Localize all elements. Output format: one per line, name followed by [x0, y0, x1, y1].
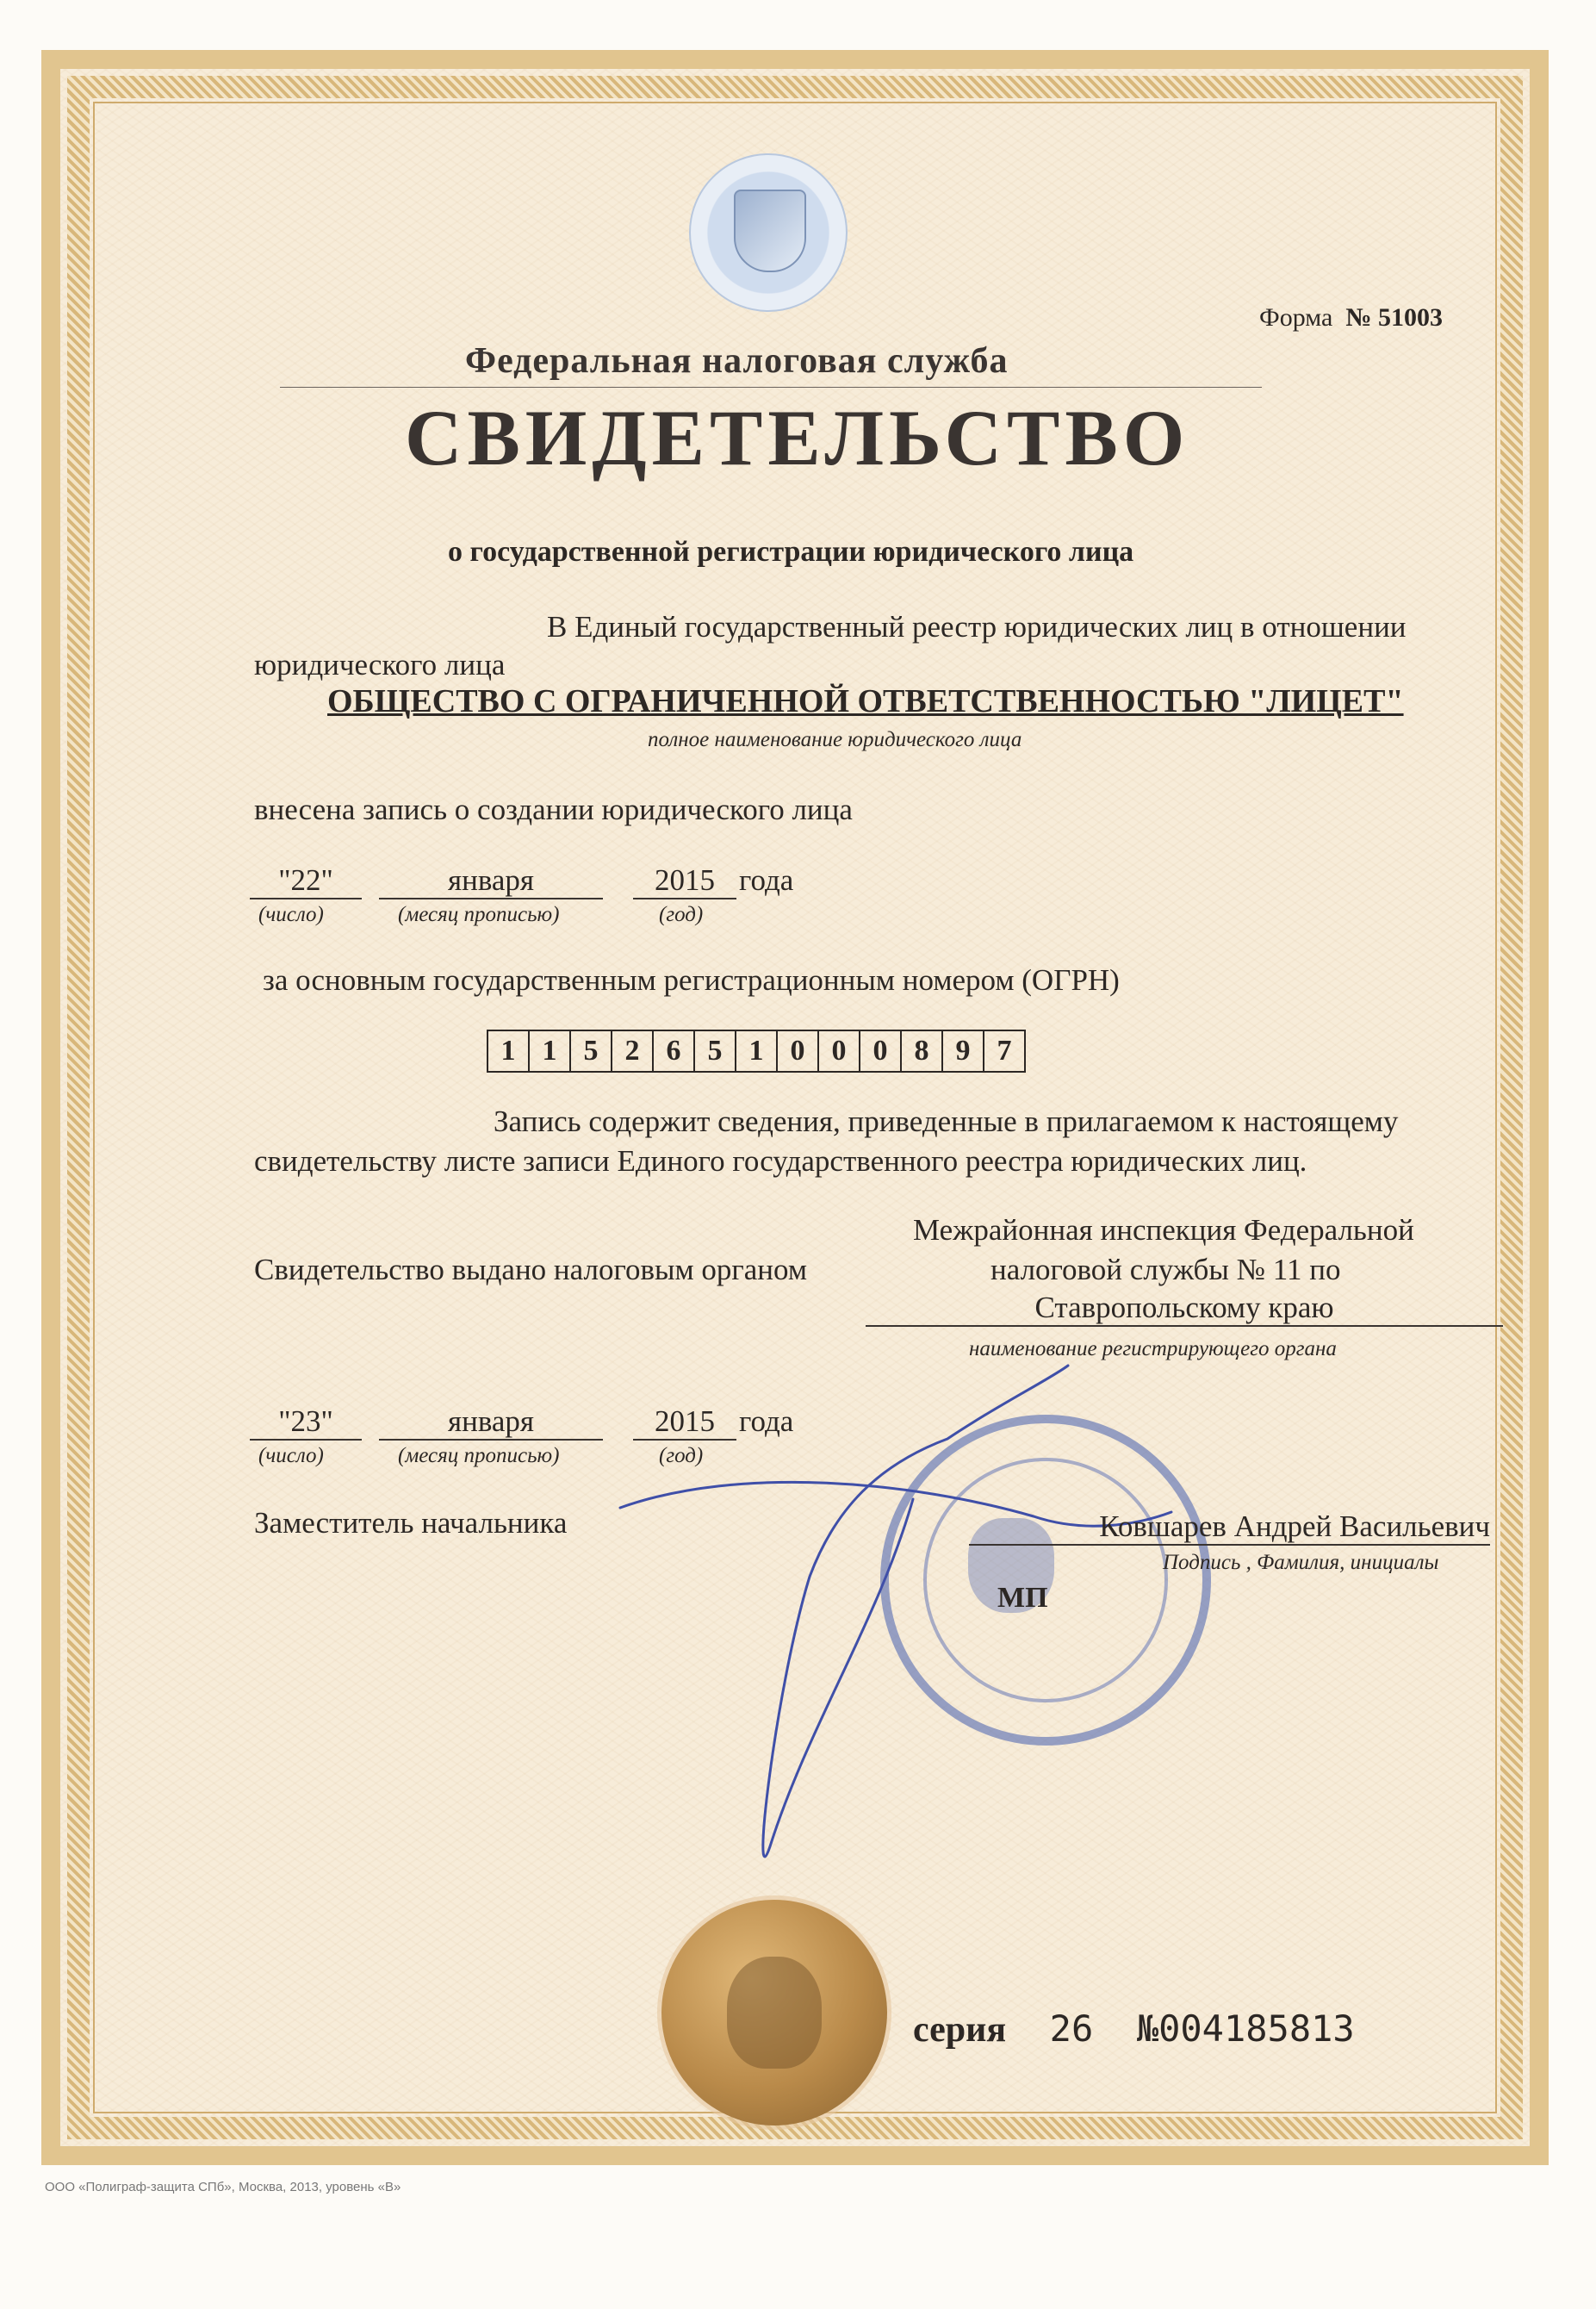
ogrn-digit: 1	[530, 1031, 571, 1071]
ogrn-digit: 0	[819, 1031, 860, 1071]
issuer-label: Свидетельство выдано налоговым органом	[254, 1253, 807, 1286]
record-year-caption: (год)	[659, 903, 704, 926]
ogrn-digit: 1	[488, 1031, 530, 1071]
page-subtitle: о государственной регистрации юридического лица	[448, 536, 1134, 568]
intro-line-1: В Единый государственный реестр юридических лиц в отношении	[547, 610, 1407, 644]
record-year-word: года	[739, 863, 794, 897]
issuer-name-line-3: Ставропольскому краю	[866, 1291, 1503, 1327]
issued-year-word: года	[739, 1404, 794, 1438]
issued-day-caption: (число)	[258, 1444, 324, 1467]
issued-day: "23"	[250, 1404, 362, 1441]
ogrn-label: за основным государственным регистрационным номером (ОГРН)	[263, 963, 1120, 997]
ogrn-number	[487, 1030, 1026, 1073]
record-day-caption: (число)	[258, 903, 324, 926]
issued-month: января	[379, 1404, 603, 1441]
signer-position: Заместитель начальника	[254, 1506, 568, 1540]
mp-label: МП	[997, 1582, 1048, 1614]
contains-line-1: Запись содержит сведения, приведенные в прилагаемом к настоящему	[494, 1105, 1399, 1138]
ogrn-digit: 0	[778, 1031, 819, 1071]
header-divider	[280, 387, 1262, 388]
signer-name: Ковшарев Андрей Васильевич	[969, 1509, 1490, 1546]
issued-month-caption: (месяц прописью)	[398, 1444, 560, 1467]
serial-number: серия 26 №004185813	[913, 2007, 1355, 2050]
record-month: января	[379, 863, 603, 899]
record-text: внесена запись о создании юридического лица	[254, 793, 853, 826]
printer-footer: ООО «Полиграф-защита СПб», Москва, 2013, уровень «В»	[45, 2180, 401, 2194]
intro-line-2: юридического лица	[254, 648, 506, 681]
issuer-caption: наименование регистрирующего органа	[969, 1337, 1337, 1360]
issuer-name-line-2: налоговой службы № 11 по	[991, 1253, 1341, 1286]
issuer-name-line-1: Межрайонная инспекция Федеральной	[913, 1213, 1414, 1247]
record-year: 2015	[633, 863, 736, 899]
ogrn-digit: 2	[612, 1031, 654, 1071]
issued-year: 2015	[633, 1404, 736, 1441]
contains-line-2: свидетельству листе записи Единого государственного реестра юридических лиц.	[254, 1144, 1307, 1178]
ogrn-digit: 8	[902, 1031, 943, 1071]
signature	[551, 1361, 1206, 2309]
issued-year-caption: (год)	[659, 1444, 704, 1467]
ogrn-digit: 7	[997, 1035, 1012, 1067]
ogrn-digit: 5	[695, 1031, 736, 1071]
entity-name: ОБЩЕСТВО С ОГРАНИЧЕННОЙ ОТВЕТСТВЕННОСТЬЮ "ЛИЦЕТ"	[327, 683, 1404, 719]
record-day: "22"	[250, 863, 362, 899]
hologram-emblem-icon	[689, 153, 848, 312]
form-number: Форма № 51003	[1259, 303, 1443, 332]
ogrn-digit: 5	[571, 1031, 612, 1071]
ogrn-digit: 9	[943, 1031, 984, 1071]
embossed-seal	[661, 1900, 887, 2125]
seal-eagle-icon	[727, 1957, 822, 2069]
record-month-caption: (месяц прописью)	[398, 903, 560, 926]
page-title: СВИДЕТЕЛЬСТВО	[405, 394, 1190, 482]
authority-name: Федеральная налоговая служба	[465, 341, 1009, 381]
signer-caption: Подпись , Фамилия, инициалы	[1163, 1551, 1439, 1574]
ogrn-digit: 0	[860, 1031, 902, 1071]
entity-name-caption: полное наименование юридического лица	[648, 728, 1022, 751]
ogrn-digit: 1	[736, 1031, 778, 1071]
ogrn-digit: 6	[654, 1031, 695, 1071]
